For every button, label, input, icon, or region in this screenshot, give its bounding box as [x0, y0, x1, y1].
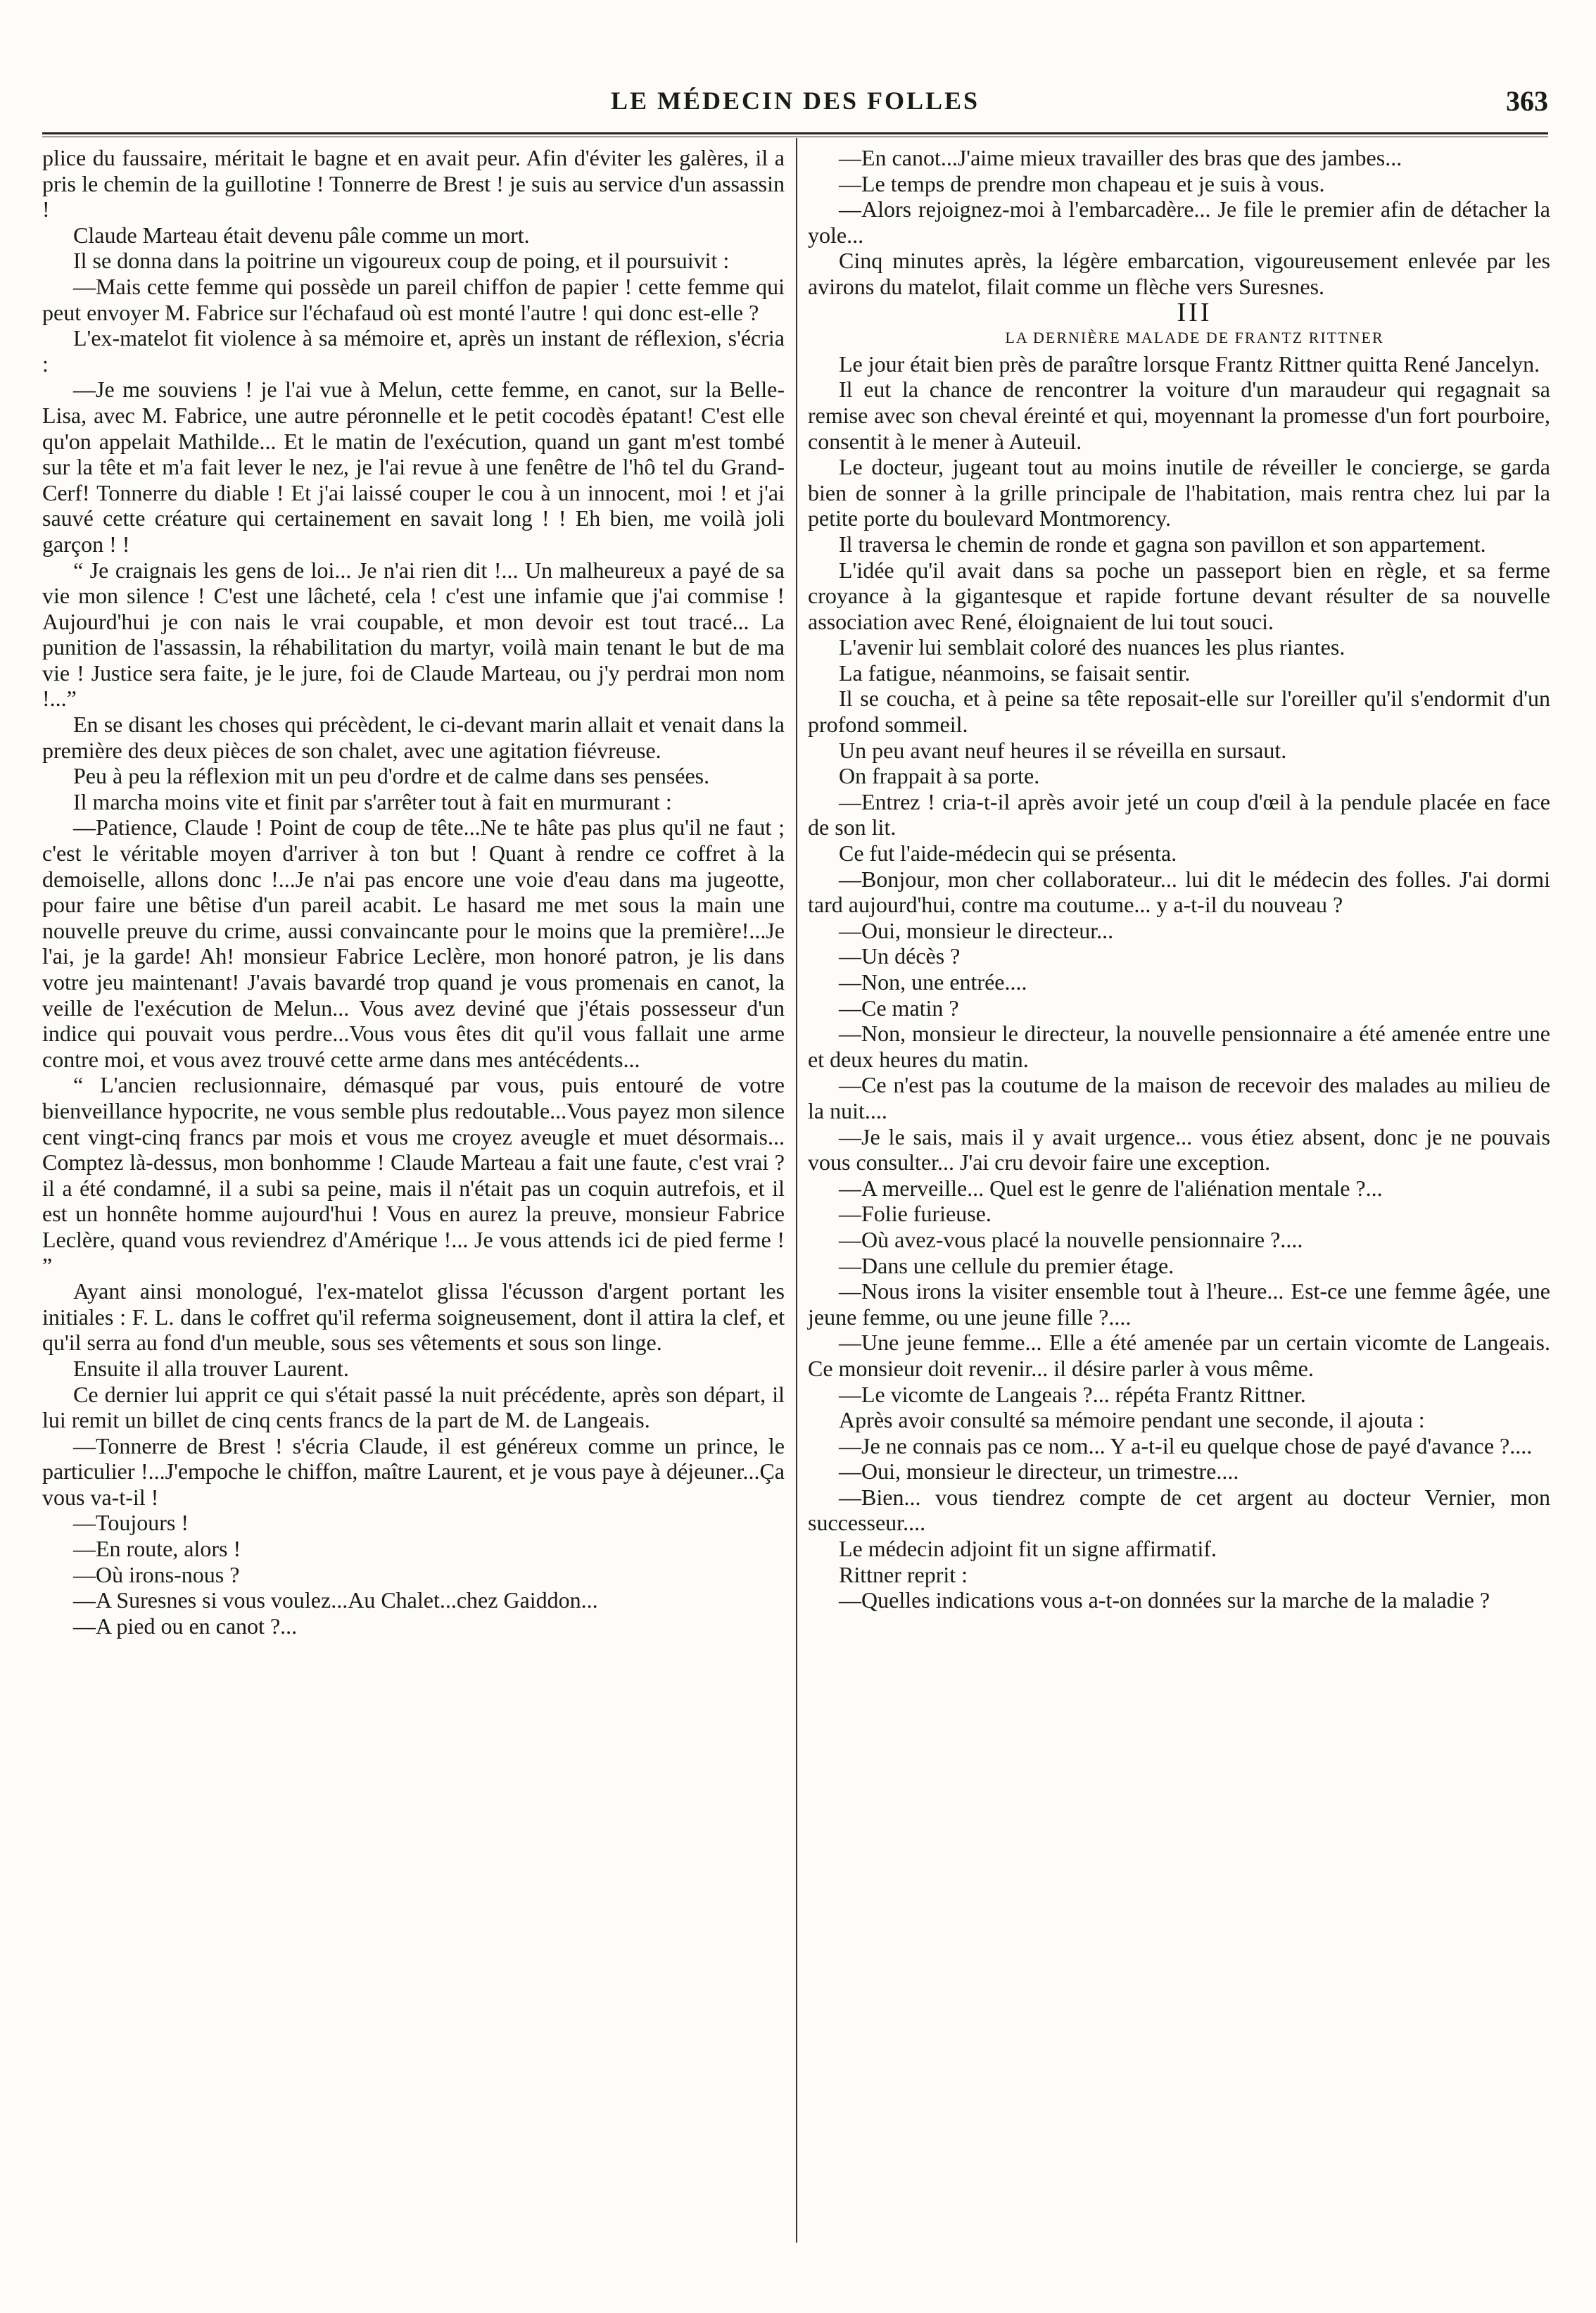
section-number: III: [1177, 297, 1212, 327]
paragraph: Après avoir consulté sa mémoire pendant une seconde, il ajouta :: [839, 1407, 1425, 1433]
paragraph: Rittner reprit :: [839, 1561, 968, 1587]
paragraph: —Ce matin ?: [839, 995, 959, 1021]
paragraph: —Folie furieuse.: [839, 1201, 992, 1227]
paragraph: Cinq minutes après, la légère embarcation, vigoureusement enlevée par les avirons du matelot, filait comme un flèche vers Suresnes.: [808, 248, 1550, 299]
paragraph: —Bien... vous tiendrez compte de cet argent au docteur Vernier, mon successeur....: [808, 1484, 1550, 1536]
paragraph: —Je ne connais pas ce nom... Y a-t-il eu quelque chose de payé d'avance ?....: [839, 1432, 1533, 1458]
paragraph: —Mais cette femme qui possède un pareil chiffon de papier ! cette femme qui peut envoyer M. Fabrice sur l'échafaud où est monté l'autre ! qui donc est-elle ?: [42, 273, 785, 325]
paragraph: —Où avez-vous placé la nouvelle pensionnaire ?....: [839, 1226, 1303, 1252]
paragraph: Ayant ainsi monologué, l'ex-matelot glissa l'écusson d'argent portant les initiales : F. L. dans le coffret qu'il referma soigneusement, dont il attira la clef, et qu'il serra au fond d'un meuble, sous ses vêtements et sous son linge.: [42, 1278, 785, 1356]
header-rule: [42, 132, 1548, 137]
page-header: [42, 83, 1548, 132]
paragraph: Le médecin adjoint fit un signe affirmatif.: [839, 1536, 1217, 1562]
paragraph: —Oui, monsieur le directeur, un trimestre....: [839, 1458, 1239, 1485]
paragraph: L'avenir lui semblait coloré des nuances les plus riantes.: [839, 634, 1345, 660]
left-column: [42, 145, 785, 1639]
paragraph: Claude Marteau était devenu pâle comme un mort.: [73, 222, 530, 248]
paragraph: En se disant les choses qui précèdent, le ci-devant marin allait et venait dans la première des deux pièces de son chalet, avec une agitation fiévreuse.: [42, 712, 785, 763]
paragraph: —Toujours !: [73, 1510, 189, 1536]
paragraph: —Dans une cellule du premier étage.: [839, 1252, 1174, 1278]
paragraph: —Entrez ! cria-t-il après avoir jeté un coup d'œil à la pendule placée en face de son lit.: [808, 788, 1550, 840]
page-number: 363: [1506, 85, 1548, 117]
running-title: LE MÉDECIN DES FOLLES: [610, 87, 980, 115]
paragraph: —Une jeune femme... Elle a été amenée par un certain vicomte de Langeais. Ce monsieur doit revenir... il désire parler à vous même.: [808, 1330, 1550, 1381]
paragraph: Il eut la chance de rencontrer la voiture d'un maraudeur qui regagnait sa remise avec son cheval éreinté et qui, moyennant la promesse d'un fort pourboire, consentit à le mener à Auteuil.: [808, 377, 1550, 454]
paragraph: Ensuite il alla trouver Laurent.: [73, 1355, 349, 1381]
paragraph: Il se donna dans la poitrine un vigoureux coup de poing, et il poursuivit :: [73, 248, 730, 274]
paragraph: —Non, une entrée....: [839, 969, 1027, 995]
paragraph: —Bonjour, mon cher collaborateur... lui dit le médecin des folles. J'ai dormi tard aujourd'hui, contre ma coutume... y a-t-il du nouveau ?: [808, 866, 1550, 918]
paragraph: —Je le sais, mais il y avait urgence... vous étiez absent, donc je ne pouvais vous consulter... J'ai cru devoir faire une exception.: [808, 1123, 1550, 1176]
paragraph: On frappait à sa porte.: [839, 763, 1040, 789]
section-title: LA DERNIÈRE MALADE DE FRANTZ RITTNER: [1005, 329, 1384, 347]
right-column-part-1: [808, 145, 1550, 300]
paragraph: Il marcha moins vite et finit par s'arrêter tout à fait en murmurant :: [73, 788, 672, 814]
paragraph: —Alors rejoignez-moi à l'embarcadère... Je file le premier afin de détacher la yole...: [808, 196, 1550, 248]
right-column-part-2: [808, 351, 1550, 1613]
column-divider: [796, 138, 797, 2243]
paragraph: —Un décès ?: [839, 943, 961, 969]
paragraph: La fatigue, néanmoins, se faisait sentir.: [839, 660, 1191, 686]
paragraph: —Où irons-nous ?: [73, 1561, 240, 1587]
paragraph: Ce dernier lui apprit ce qui s'était passé la nuit précédente, après son départ, il lui remit un billet de cinq cents francs de la part de M. de Langeais.: [42, 1381, 785, 1433]
paragraph: —Quelles indications vous a-t-on données sur la marche de la maladie ?: [839, 1587, 1490, 1613]
paragraph: —Le temps de prendre mon chapeau et je suis à vous.: [839, 170, 1325, 196]
paragraph: —Je me souviens ! je l'ai vue à Melun, cette femme, en canot, sur la Belle-Lisa, avec M. Fabrice, une autre péronnelle et le petit cocodès épatant! C'est elle qu'on appelait Mathilde... Et le matin de l'exécution, quand un gant m'est tombé sur la tête et m'a fait lever le nez, je l'ai revue à une fenêtre de l'hô tel du Grand-Cerf! Tonnerre du diable ! Et j'ai laissé couper le cou à un innocent, moi ! et j'ai sauvé cette créature qui certainement en savait long ! ! Eh bien, me voilà joli garçon ! !: [42, 377, 785, 557]
paragraph: —A pied ou en canot ?...: [73, 1613, 298, 1639]
paragraph: —En canot...J'aime mieux travailler des bras que des jambes...: [839, 145, 1402, 170]
paragraph: —Nous irons la visiter ensemble tout à l'heure... Est-ce une femme âgée, une jeune femme, ou une jeune fille ?....: [808, 1278, 1550, 1330]
paragraph: Le jour était bien près de paraître lorsque Frantz Rittner quitta René Jancelyn.: [839, 351, 1540, 377]
paragraph: Il traversa le chemin de ronde et gagna son pavillon et son appartement.: [839, 531, 1486, 557]
paragraph: Un peu avant neuf heures il se réveilla en sursaut.: [839, 737, 1287, 763]
paragraph: —A Suresnes si vous voulez...Au Chalet...chez Gaiddon...: [73, 1587, 598, 1613]
paragraph: —Ce n'est pas la coutume de la maison de recevoir des malades au milieu de la nuit....: [808, 1072, 1550, 1123]
paragraph: L'idée qu'il avait dans sa poche un passeport bien en règle, et sa ferme croyance à la gigantesque et rapide fortune devant résulter de sa nouvelle association avec René, éloignaient de lui tout souci.: [808, 557, 1550, 634]
paragraph: —Patience, Claude ! Point de coup de tête...Ne te hâte pas plus qu'il ne faut ; c'est le véritable moyen d'arriver à ton but ! Quant à rendre ce coffret à la demoiselle, allons donc !...Je n'ai pas encore une voie d'eau dans ma jugeotte, pour faire une bêtise d'un pareil acabit. Le hasard me met sous la main une nouvelle preuve du crime, aussi convaincante pour le moins que la première!...Je l'ai, je la garde! Ah! monsieur Fabrice Leclère, mon honoré patron, je lis dans votre jeu maintenant! J'avais bavardé trop quand je vous promenais en canot, la veille de l'exécution de Melun... Vous avez deviné que j'étais possesseur d'un indice qui pouvait vous perdre...Vous vous êtes dit qu'il vous fallait une arme contre moi, et vous avez trouvé cette arme dans mes antécédents...: [42, 814, 785, 1072]
paragraph: —Tonnerre de Brest ! s'écria Claude, il est généreux comme un prince, le particulier !...J'empoche le chiffon, maître Laurent, et je vous paye à déjeuner...Ça vous va-t-il !: [42, 1432, 785, 1510]
paragraph: “ L'ancien reclusionnaire, démasqué par vous, puis entouré de votre bienveillance hypocrite, ne vous semble plus redoutable...Vous payez mon silence cent vingt-cinq francs par mois et vous me croyez aveugle et muet désormais... Comptez là-dessus, mon bonhomme ! Claude Marteau a fait une faute, c'est vrai ? il a été condamné, il a subi sa peine, mais il n'était pas un coquin autrefois, et il est un honnête homme aujourd'hui ! Vous en aurez la preuve, monsieur Fabrice Leclère, quand vous reviendrez d'Amérique !... Je vous attends ici de pied ferme ! ”: [42, 1072, 785, 1278]
paragraph: —A merveille... Quel est le genre de l'aliénation mentale ?...: [839, 1175, 1383, 1201]
paragraph: plice du faussaire, méritait le bagne et en avait peur. Afin d'éviter les galères, il a pris le chemin de la guillotine ! Tonnerre de Brest ! je suis au service d'un assassin !: [42, 145, 785, 222]
paragraph: —Oui, monsieur le directeur...: [839, 917, 1114, 943]
paragraph: —Le vicomte de Langeais ?... répéta Frantz Rittner.: [839, 1381, 1306, 1407]
paragraph: Ce fut l'aide-médecin qui se présenta.: [839, 840, 1177, 866]
paragraph: Il se coucha, et à peine sa tête reposait-elle sur l'oreiller qu'il s'endormit d'un profond sommeil.: [808, 686, 1550, 738]
paragraph: L'ex-matelot fit violence à sa mémoire et, après un instant de réflexion, s'écria :: [42, 325, 785, 377]
right-column: [808, 145, 1550, 1613]
paragraph: Peu à peu la réflexion mit un peu d'ordre et de calme dans ses pensées.: [73, 763, 710, 789]
paragraph: “ Je craignais les gens de loi... Je n'ai rien dit !... Un malheureux a payé de sa vie mon silence ! C'est une lâcheté, cela ! c'est une infamie que j'ai commise ! Aujourd'hui je con nais le vrai coupable, et mon devoir est tout tracé... La punition de l'assassin, la réhabilitation du martyr, voilà main tenant le but de ma vie ! Justice sera faite, je le jure, foi de Claude Marteau, ou j'y perdrai mon nom !...”: [42, 557, 785, 712]
paragraph: —En route, alors !: [73, 1536, 241, 1562]
paragraph: Le docteur, jugeant tout au moins inutile de réveiller le concierge, se garda bien de sonner à la grille principale de l'habitation, mais rentra chez lui par la petite porte du boulevard Montmorency.: [808, 454, 1550, 531]
paragraph: —Non, monsieur le directeur, la nouvelle pensionnaire a été amenée entre une et deux heures du matin.: [808, 1021, 1550, 1072]
